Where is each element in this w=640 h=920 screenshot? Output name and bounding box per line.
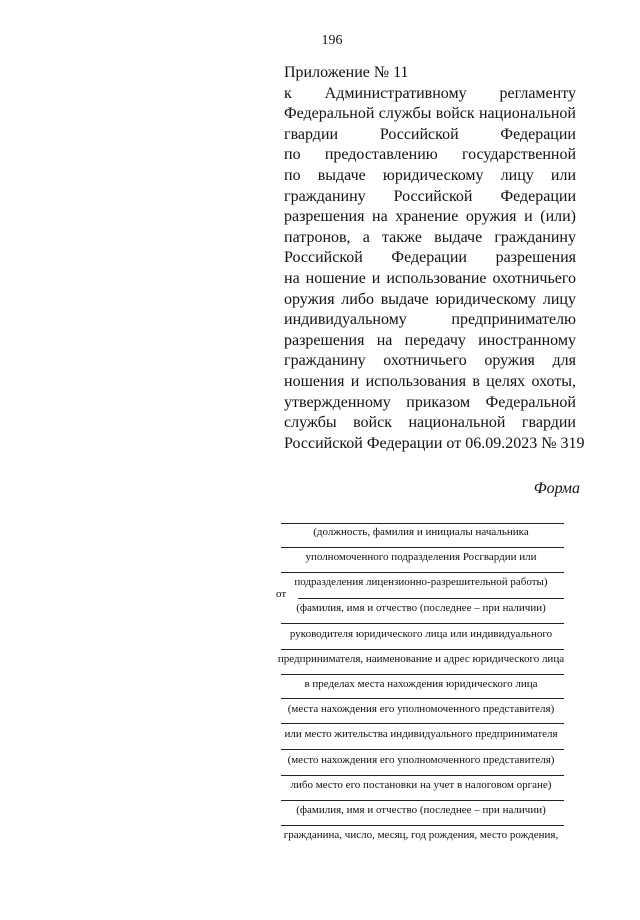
sender-fill-line[interactable] xyxy=(281,723,564,724)
field-caption: в пределах места нахождения юридического лица xyxy=(304,678,538,690)
addressee-fill-line[interactable] xyxy=(281,547,564,548)
appendix-line: на ношение и использование охотничьего xyxy=(284,269,576,287)
appendix-line: гражданину охотничьего оружия для xyxy=(284,352,576,370)
page-number: 196 xyxy=(321,33,343,48)
appendix-line: службы войск национальной гвардии xyxy=(284,414,576,432)
sender-fill-line[interactable] xyxy=(281,698,564,699)
appendix-line: разрешения на хранение оружия и (или) xyxy=(284,208,576,226)
from-label: от xyxy=(276,588,287,600)
appendix-order-reference: Российской Федерации от 06.09.2023 № 319 xyxy=(284,434,585,452)
sender-fill-line[interactable] xyxy=(281,623,564,624)
sender-fill-line[interactable] xyxy=(281,749,564,750)
appendix-title: Приложение № 11 xyxy=(284,64,409,81)
appendix-line: по предоставлению государственной xyxy=(284,146,576,164)
appendix-line: гвардии Российской Федерации xyxy=(284,125,576,143)
sender-fill-line[interactable] xyxy=(281,775,564,776)
field-caption: или место жительства индивидуального предпринимателя xyxy=(284,728,558,740)
field-caption: уполномоченного подразделения Росгвардии или xyxy=(305,551,537,563)
appendix-line: утвержденному приказом Федеральной xyxy=(284,393,576,411)
field-caption: гражданина, число, месяц, год рождения, место рождения, xyxy=(283,829,559,841)
field-caption: подразделения лицензионно-разрешительной работы) xyxy=(294,576,548,588)
appendix-line: к Административному регламенту xyxy=(284,84,576,102)
sender-fill-line[interactable] xyxy=(298,598,564,599)
appendix-line: разрешения на передачу иностранному xyxy=(284,331,576,349)
field-caption: либо место его постановки на учет в налоговом органе) xyxy=(290,779,552,791)
field-caption: (места нахождения его уполномоченного представителя) xyxy=(287,703,555,715)
appendix-line: гражданину Российской Федерации xyxy=(284,187,576,205)
sender-fill-line[interactable] xyxy=(281,649,564,650)
appendix-line: ношения и использования в целях охоты, xyxy=(284,372,576,390)
sender-fill-line[interactable] xyxy=(281,674,564,675)
field-caption: (фамилия, имя и отчество (последнее – при наличии) xyxy=(296,602,546,614)
appendix-line: патронов, а также выдаче гражданину xyxy=(284,228,576,246)
field-caption: предпринимателя, наименование и адрес юридического лица xyxy=(277,653,565,665)
addressee-fill-line[interactable] xyxy=(281,572,564,573)
field-caption: (место нахождения его уполномоченного представителя) xyxy=(287,754,555,766)
addressee-fill-line[interactable] xyxy=(281,523,564,524)
appendix-line: по выдаче юридическому лицу или xyxy=(284,166,576,184)
field-caption: (фамилия, имя и отчество (последнее – при наличии) xyxy=(296,804,546,816)
sender-fill-line[interactable] xyxy=(281,800,564,801)
field-caption: (должность, фамилия и инициалы начальника xyxy=(313,526,529,538)
form-label: Форма xyxy=(533,480,580,497)
sender-fill-line[interactable] xyxy=(281,825,564,826)
appendix-line: оружия либо выдаче юридическому лицу xyxy=(284,290,576,308)
field-caption: руководителя юридического лица или индивидуального xyxy=(289,628,553,640)
appendix-line: Российской Федерации разрешения xyxy=(284,249,576,267)
appendix-line: индивидуальному предпринимателю xyxy=(284,311,576,329)
appendix-line: Федеральной службы войск национальной xyxy=(284,105,576,123)
